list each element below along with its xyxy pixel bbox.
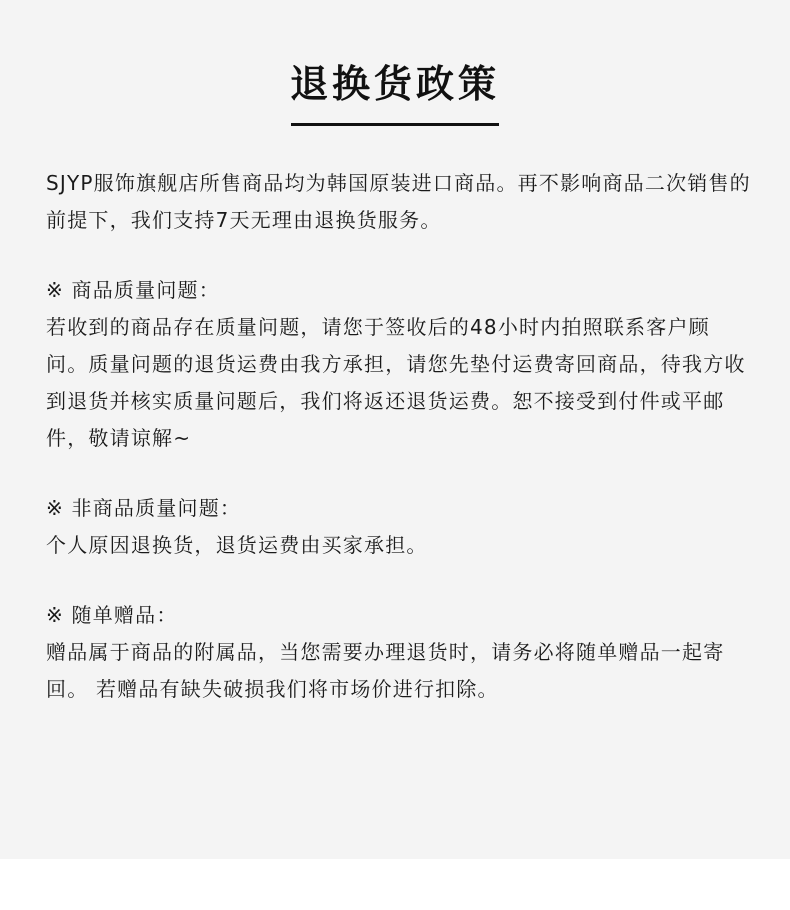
title-underline <box>291 123 499 126</box>
section-non-quality-heading: ※ 非商品质量问题： <box>46 496 242 520</box>
section-gift-heading: ※ 随单赠品： <box>46 603 178 627</box>
section-gift-body: 赠品属于商品的附属品，当您需要办理退货时，请务必将随单赠品一起寄回。 若赠品有缺失破损我们将市场价进行扣除。 <box>46 640 725 701</box>
section-quality-heading: ※ 商品质量问题： <box>46 278 220 302</box>
section-non-quality-body: 个人原因退换货，退货运费由买家承担。 <box>46 533 428 557</box>
page-title: 退换货政策 <box>289 62 500 106</box>
intro-paragraph: SJYP服饰旗舰店所售商品均为韩国原装进口商品。再不影响商品二次销售的前提下，我们支持7天无理由退换货服务。 <box>46 171 751 232</box>
policy-content <box>46 165 751 708</box>
section-quality-body: 若收到的商品存在质量问题，请您于签收后的48小时内拍照联系客户顾问。质量问题的退货运费由我方承担，请您先垫付运费寄回商品，待我方收到退货并核实质量问题后，我们将返还退货运费。恕不接受到付件或平邮件，敬请谅解~ <box>46 315 746 450</box>
